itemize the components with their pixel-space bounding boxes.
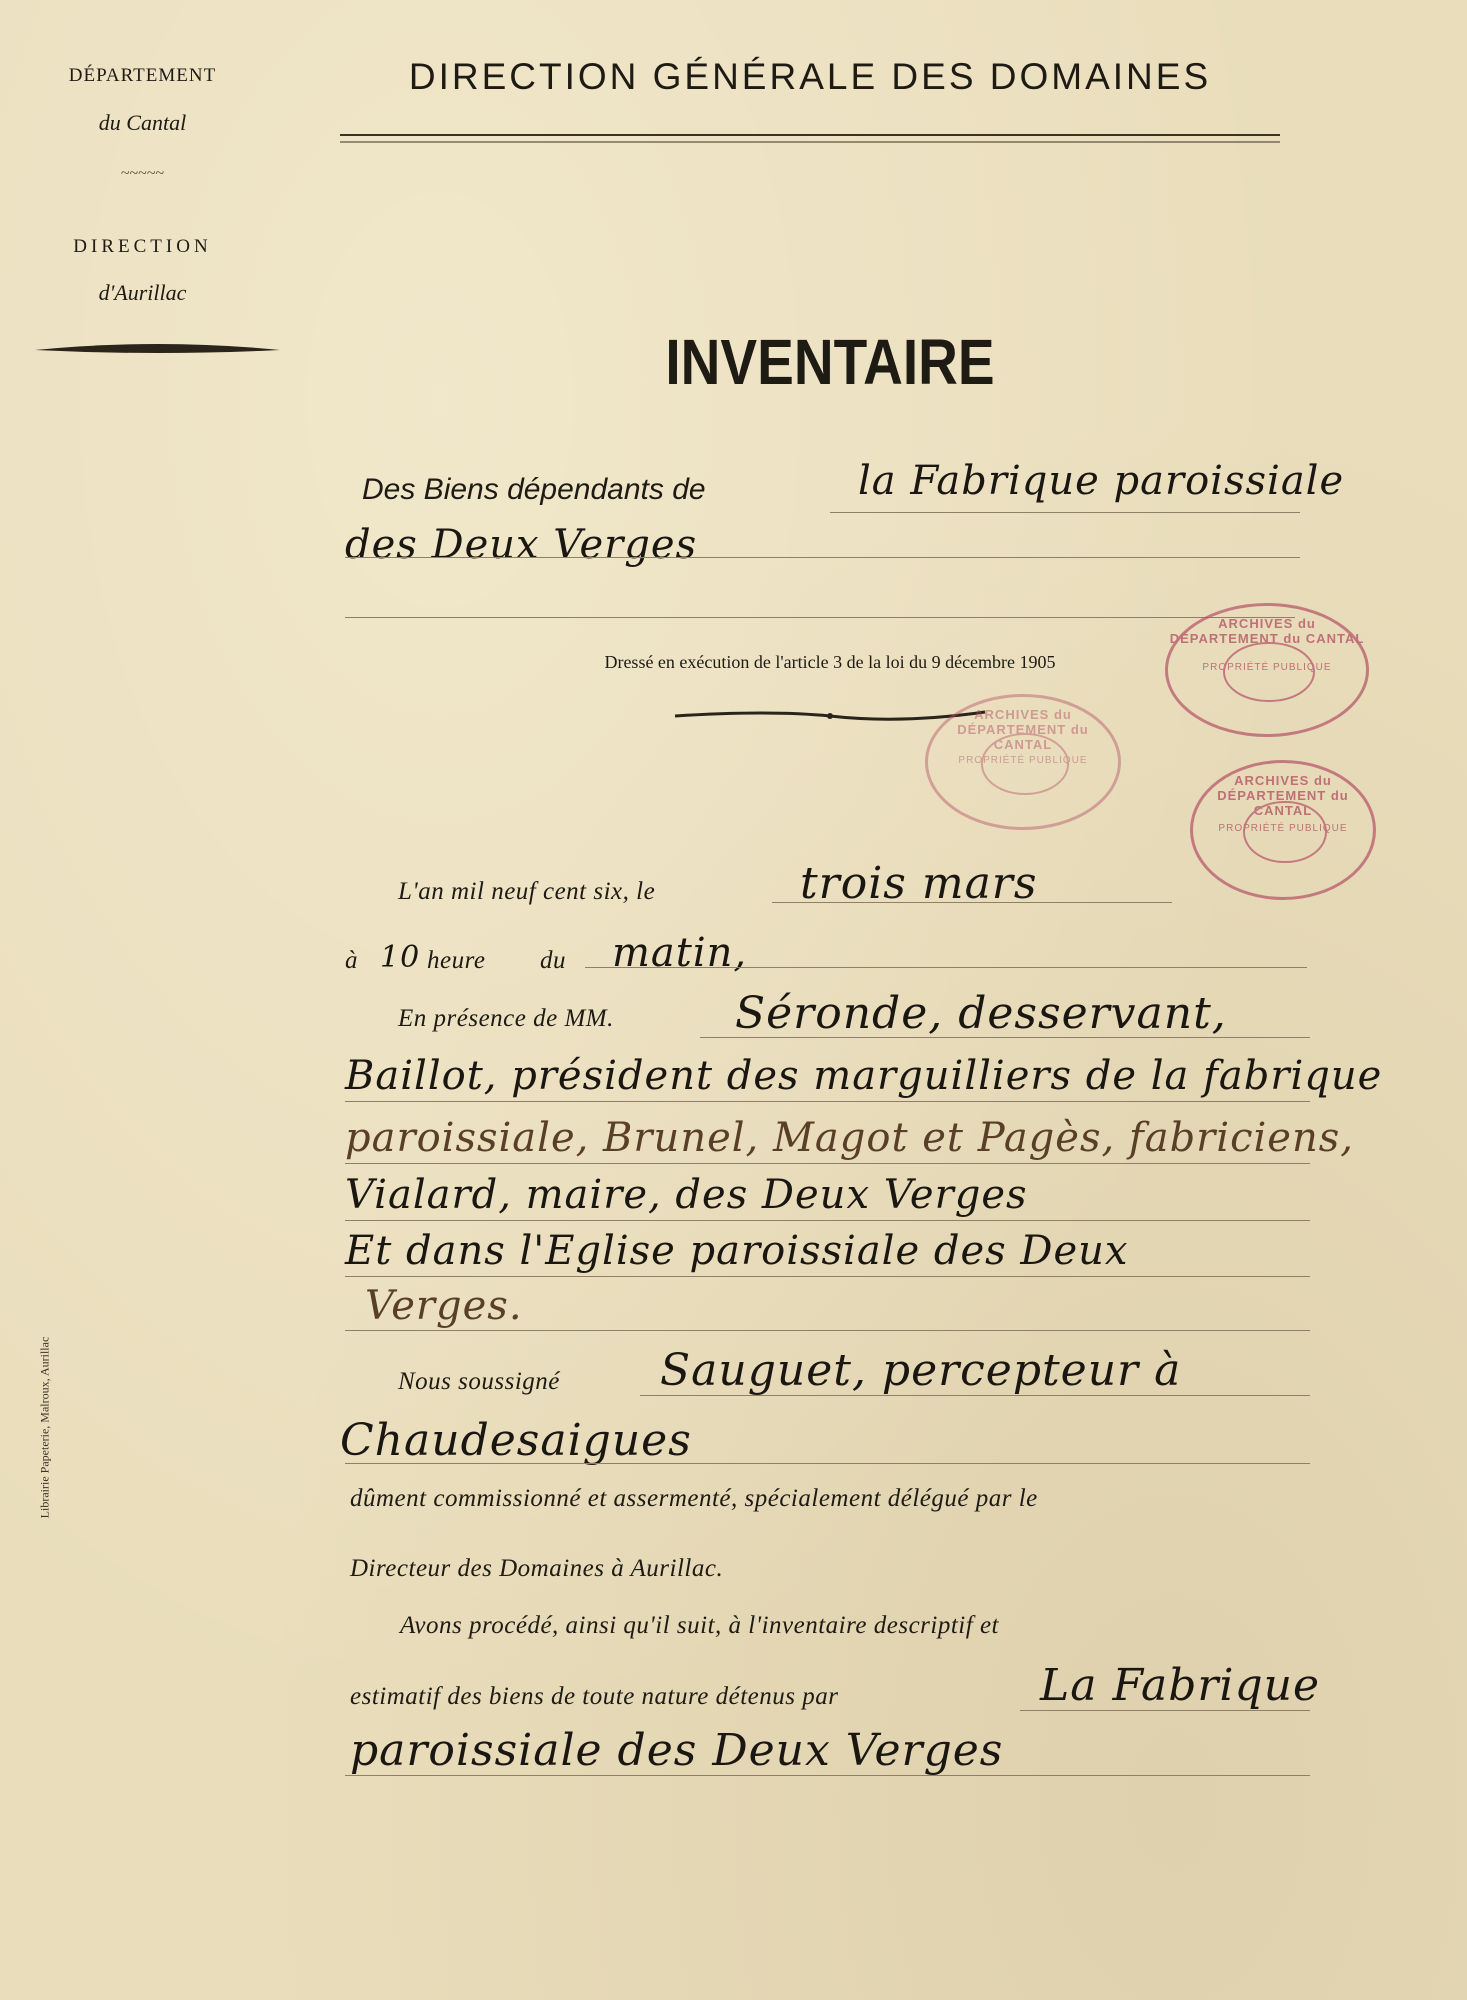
presence-handwritten-4: Vialard, maire, des Deux Verges (345, 1172, 1028, 1218)
an-prefix: L'an mil neuf cent six, le (398, 878, 656, 905)
fill-line (772, 902, 1172, 903)
fill-line (345, 1163, 1310, 1164)
procede-prefix: estimatif des biens de toute nature détenus par (350, 1683, 839, 1710)
soussigne-handwritten-2: Chaudesaigues (340, 1415, 692, 1466)
direction-label: DIRECTION (73, 236, 212, 257)
page-title: DIRECTION GÉNÉRALE DES DOMAINES (408, 56, 1212, 97)
direction-name: d'Aurillac (98, 280, 187, 305)
fill-line (345, 617, 1295, 618)
fill-line (345, 1101, 1310, 1102)
presence-prefix: En présence de MM. (398, 1005, 614, 1032)
fill-line (345, 1220, 1310, 1221)
fill-line (345, 1775, 1310, 1776)
date-handwritten: trois mars (800, 858, 1038, 909)
commission-line-2: Directeur des Domaines à Aurillac. (350, 1555, 724, 1582)
commission-line-1: dûment commissionné et assermenté, spécialement délégué par le (350, 1485, 1038, 1512)
biens-prefix: Des Biens dépendants de (362, 473, 706, 506)
archive-stamp: ARCHIVES du DÉPARTEMENT du CANTAL PROPRIÉTÉ PUBLIQUE (1190, 760, 1376, 900)
detenteur-handwritten-1: La Fabrique (1040, 1660, 1321, 1711)
printer-imprint: Librairie Papeterie, Malroux, Aurillac (37, 1336, 52, 1519)
title-double-rule (340, 132, 1280, 146)
fill-line (345, 1463, 1310, 1464)
biens-handwritten-2: des Deux Verges (345, 522, 698, 568)
du-label: du (540, 947, 566, 974)
fill-line (830, 512, 1300, 513)
moment-handwritten: matin, (612, 930, 748, 976)
presence-handwritten-3: paroissiale, Brunel, Magot et Pagès, fabriciens, (345, 1115, 1354, 1161)
fill-line (700, 1037, 1310, 1038)
department-label: DÉPARTEMENT (68, 65, 217, 86)
fill-line (345, 1276, 1310, 1277)
presence-handwritten-5: Et dans l'Eglise paroissiale des Deux (345, 1228, 1129, 1274)
presence-handwritten-6: Verges. (365, 1283, 523, 1329)
fill-line (640, 1395, 1310, 1396)
left-ornament-rule (30, 330, 285, 370)
archive-stamp: ARCHIVES du DÉPARTEMENT du CANTAL PROPRIÉTÉ PUBLIQUE (1165, 603, 1369, 737)
soussigne-handwritten-1: Sauguet, percepteur à (660, 1345, 1182, 1396)
document-heading: INVENTAIRE (665, 326, 995, 398)
heure-prefix: à (345, 947, 358, 974)
dresse-text: Dressé en exécution de l'article 3 de la loi du 9 décembre 1905 (604, 652, 1056, 672)
archive-stamp: ARCHIVES du DÉPARTEMENT du CANTAL PROPRIÉTÉ PUBLIQUE (925, 694, 1121, 830)
soussigne-prefix: Nous soussigné (398, 1368, 560, 1395)
department-separator: ~~~~~ (120, 165, 165, 182)
presence-handwritten-1: Séronde, desservant, (735, 988, 1227, 1039)
fill-line (585, 967, 1307, 968)
heure-value: 10 (380, 940, 421, 975)
fill-line (1020, 1710, 1310, 1711)
heure-label: heure (427, 947, 486, 974)
presence-handwritten-2: Baillot, président des marguilliers de la fabrique (345, 1053, 1383, 1099)
biens-handwritten-1: la Fabrique paroissiale (858, 458, 1345, 504)
procede-line-1: Avons procédé, ainsi qu'il suit, à l'inventaire descriptif et (400, 1612, 999, 1639)
fill-line (345, 1330, 1310, 1331)
detenteur-handwritten-2: paroissiale des Deux Verges (350, 1725, 1004, 1776)
department-name: du Cantal (98, 110, 187, 135)
fill-line (345, 557, 1300, 558)
